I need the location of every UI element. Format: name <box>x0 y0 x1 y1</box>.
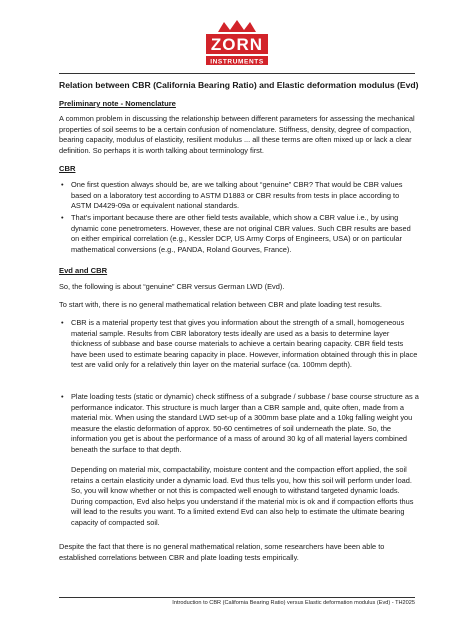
evd-bullet-1: CBR is a material property test that gives you information about the strength of a small, homogeneous material sample. Results from CBR laboratory tests ideally are used as a basis to determine layer thickness of subbase and base course materials to achieve a certain bearing capacity. CBR field tests have been used to estimate bearing capacity in place. However, information obtained through this in place test are valid only for a relatively thin layer on the material surface (ca. 100mm depth). <box>71 318 418 370</box>
footer-rule <box>59 597 415 598</box>
document-title: Relation between CBR (California Bearing Ratio) and Elastic deformation modulus (Evd) <box>59 80 419 90</box>
paragraph-no-relation: To start with, there is no general mathematical relation between CBR and plate loading test results. <box>59 300 382 309</box>
bullet-icon: • <box>61 392 64 401</box>
logo-sub-text: INSTRUMENTS <box>210 58 264 66</box>
paragraph-preliminary: A common problem in discussing the relationship between different parameters for assessing the mechanical properties of soil seems to be a certain confusion of nomenclature. Stiffness, density, degree of compaction, bearing capacity, modulus of elasticity, resilient modulus ... all these terms are often mixed up or lack a clear definition. So perhaps it is worth talking about terminology first. <box>59 114 415 155</box>
bullet-icon: • <box>61 318 64 327</box>
bullet-icon: • <box>61 213 64 222</box>
cbr-bullet-2: That’s important because there are other field tests available, which show a CBR value i.e., by using dynamic cone penetrometers. However, these are not original CBR values. Such CBR results are based on either empirical correlation (e.g., Kessler DCP, US Army Corps of Engineers, USA) or on particular mathematical conversions (e.g., PANDA, Roland Gourves, France). <box>71 213 411 254</box>
footer-text: Introduction to CBR (California Bearing Ratio) versus Elastic deformation modulus (Evd) - TH2025 <box>172 600 415 606</box>
evd-bullet-2-continuation: Depending on material mix, compactability, moisture content and the compaction effort applied, the soil retains a certain elasticity under a dynamic load. Evd thus tells you, how this soil will perform under load. So, you will know whether or not this is compacted well enough to withstand targeted dynamic loads. During compaction, Evd also helps you understand if the material mix is ok and if compaction efforts thus will lead to the results you want. To a limited extend Evd can also help to estimate the ultimate bearing capacity of compacted soil. <box>71 465 414 527</box>
heading-cbr: CBR <box>59 164 76 173</box>
bullet-icon: • <box>61 180 64 189</box>
header-rule <box>59 73 415 74</box>
cbr-bullet-1: One first question always should be, are we talking about “genuine” CBR? That would be CBR values based on a laboratory test according to ASTM D1883 or CBR results from tests in place according to ASTM D4429-09a or equivalent national standards. <box>71 180 403 211</box>
zorn-logo <box>198 18 276 68</box>
heading-preliminary-note: Preliminary note - Nomenclature <box>59 99 176 108</box>
heading-evd-and-cbr: Evd and CBR <box>59 266 108 275</box>
paragraph-evd-intro: So, the following is about “genuine” CBR versus German LWD (Evd). <box>59 282 285 291</box>
paragraph-closing: Despite the fact that there is no general mathematical relation, some researchers have been able to established correlations between CBR and plate loading tests empirically. <box>59 542 385 562</box>
logo-brand-text: ZORN <box>210 35 264 54</box>
evd-bullet-2: Plate loading tests (static or dynamic) check stiffness of a subgrade / subbase / base course structure as a performance indicator. This structure is much larger than a CBR sample and, quite often, made from a material mix. When using the standard LWD set-up of a 300mm base plate and a 10kg falling weight you measure the elastic deformation of approx. 50-60 centimetres of soil underneath the plate. So, the information you get is about the performance of a mass of around 30 kg of all material layers combined beneath the surface to that depth. <box>71 392 419 454</box>
